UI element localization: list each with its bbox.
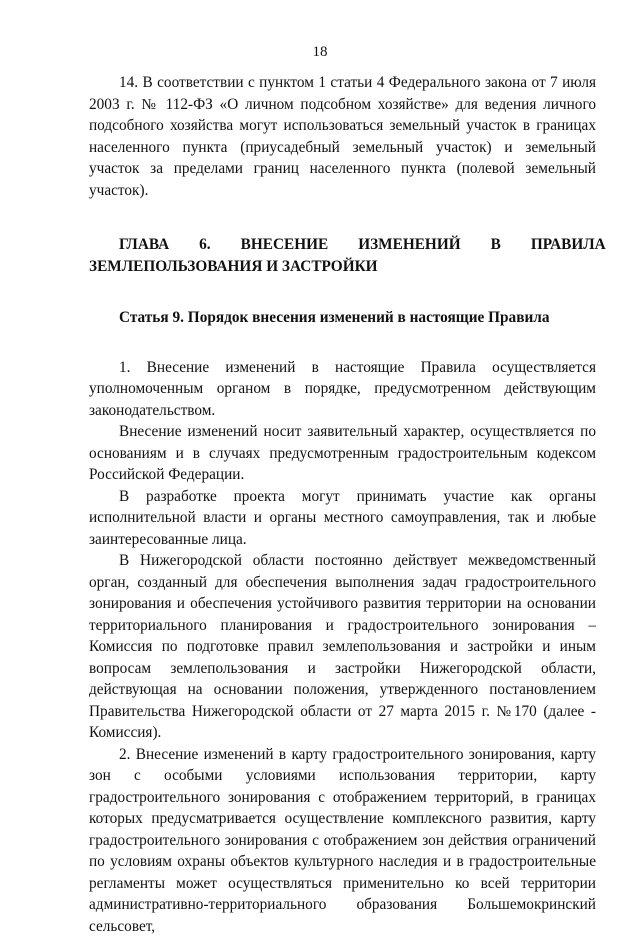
page-number: 18: [0, 44, 640, 61]
paragraph-14: 14. В соответствии с пунктом 1 статьи 4 Федерального закона от 7 июля 2003 г. № 112-ФЗ «О личном подсобном хозяйстве» для ведения личного подсобного хозяйства могут использоваться земельный участок в границах населенного пункта (приусадебный земельный участок) и земельный участок за пределами границ населенного пункта (полевой земельный участок).: [89, 72, 596, 201]
chapter-heading-line2: ЗЕМЛЕПОЛЬЗОВАНИЯ И ЗАСТРОЙКИ: [89, 256, 596, 278]
chapter-word: ГЛАВА: [89, 234, 169, 256]
paragraph: Внесение изменений носит заявительный характер, осуществляется по основаниям и в случаях предусмотренным градостроительным кодексом Российской Федерации.: [89, 421, 596, 486]
article-title: Статья 9. Порядок внесения изменений в настоящие Правила: [89, 307, 596, 329]
chapter-word: ИЗМЕНЕНИЙ: [328, 234, 460, 256]
chapter-word: 6.: [169, 234, 210, 256]
chapter-word: В: [461, 234, 501, 256]
paragraph: 1. Внесение изменений в настоящие Правила осуществляется уполномоченным органом в порядке, предусмотренном действующим законодательством.: [89, 357, 596, 422]
page-content: [89, 72, 596, 937]
paragraph: 2. Внесение изменений в карту градостроительного зонирования, карту зон с особыми условиями использования территории, карту градостроительного зонирования с отображением территорий, в границах которых предусматривается осуществление комплексного развития, карту градостроительного зонирования с отображением зон действия ограничений по условиям охраны объектов культурного наследия и в градостроительные регламенты может осуществляться применительно ко всей территории административно-территориального образования Большемокринский сельсовет,: [89, 744, 596, 937]
paragraph: В Нижегородской области постоянно действует межведомственный орган, созданный для обеспечения выполнения задач градостроительного зонирования и обеспечения устойчивого развития территории на основании территориального планирования и градостроительного зонирования – Комиссия по подготовке правил землепользования и застройки и иным вопросам землепользования и застройки Нижегородской области, действующая на основании положения, утвержденного постановлением Правительства Нижегородской области от 27 марта 2015 г. №170 (далее - Комиссия).: [89, 550, 596, 744]
chapter-heading-line1: [89, 234, 596, 256]
chapter-word: ПРАВИЛА: [501, 234, 606, 256]
paragraph: В разработке проекта могут принимать участие как органы исполнительной власти и органы местного самоуправления, так и любые заинтересованные лица.: [89, 486, 596, 551]
chapter-word: ВНЕСЕНИЕ: [211, 234, 329, 256]
chapter-heading: [89, 234, 596, 277]
